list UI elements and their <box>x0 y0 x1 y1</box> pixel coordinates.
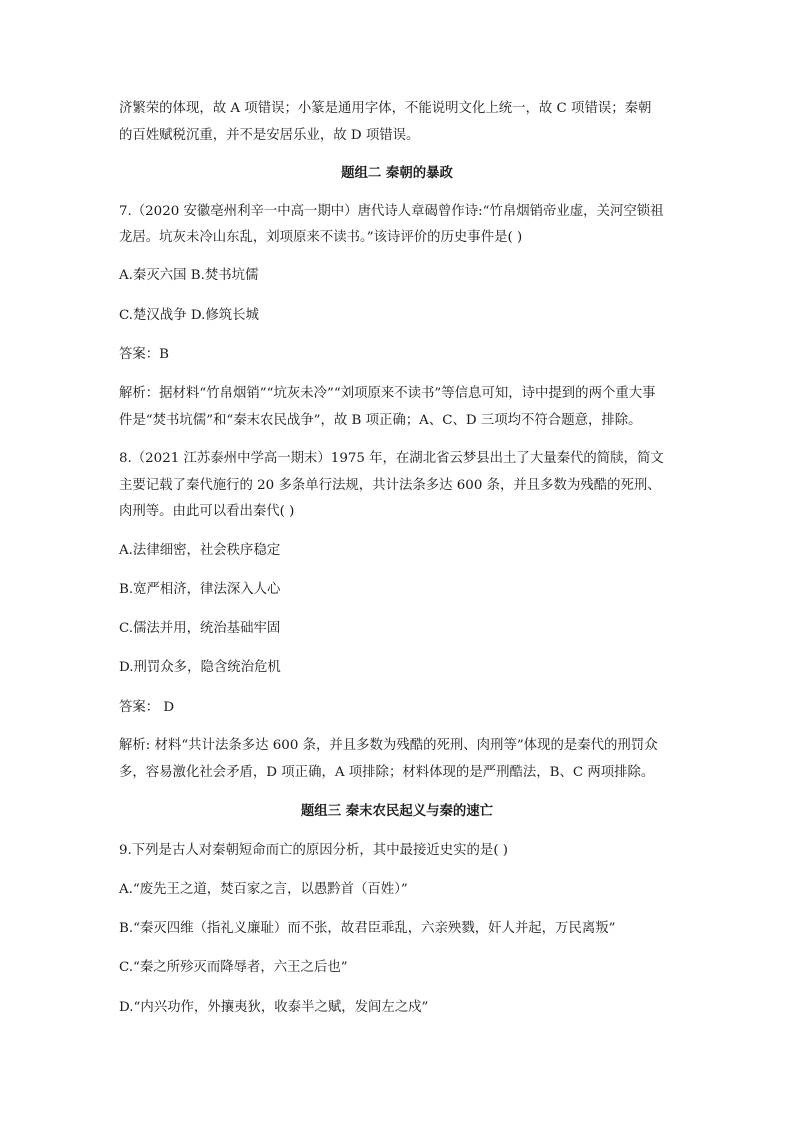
question-7-stem: 龙居。坑灰未冷山东乱，刘项原来不读书。”该诗评价的历史事件是( ) <box>119 230 523 245</box>
question-8-stem: 肉刑等。由此可以看出秦代( ) <box>119 504 295 519</box>
question-7-options-cd: C.楚汉战争 D.修筑长城 <box>119 308 259 323</box>
question-7-analysis: 解析：据材料“竹帛烟销”“坑灰未冷”“刘项原来不读书”等信息可知，诗中提到的两个重大事 <box>119 386 656 401</box>
question-8-stem: 主要记载了秦代施行的 20 多条单行法规，共计法条多达 600 条，并且多数为残酷的死刑、 <box>119 478 661 493</box>
question-8-answer: 答案： D <box>119 700 175 715</box>
question-8-option-d: D.刑罚众多，隐含统治危机 <box>119 660 281 675</box>
question-8-option-c: C.儒法并用，统治基础牢固 <box>119 621 281 636</box>
question-7-analysis: 件是“焚书坑儒”和“秦末农民战争”，故 B 项正确；A、C、D 三项均不符合题意，排除。 <box>119 413 642 428</box>
intro-text-line: 济繁荣的体现，故 A 项错误；小篆是通用字体，不能说明文化上统一，故 C 项错误；秦朝 <box>119 101 652 116</box>
question-7-answer: 答案：B <box>119 347 170 362</box>
question-9-option-c: C.“秦之所殄灭而降辱者，六王之后也” <box>119 960 348 975</box>
question-9-option-d: D.“内兴功作，外攘夷狄，收泰半之赋，发闾左之戍” <box>119 1000 429 1015</box>
question-8-stem: 8.（2021 江苏泰州中学高一期末）1975 年，在湖北省云梦县出土了大量秦代的简牍，简文 <box>119 451 664 466</box>
intro-text-line: 的百姓赋税沉重，并不是安居乐业，故 D 项错误。 <box>119 128 420 143</box>
section-heading-group2: 题组二 秦朝的暴政 <box>341 165 453 181</box>
question-9-option-a: A.“废先王之道，焚百家之言，以愚黔首（百姓）” <box>119 882 408 897</box>
question-7-stem: 7.（2020 安徽亳州利辛一中高一期中）唐代诗人章碣曾作诗:“竹帛烟销帝业虚，关河空锁祖 <box>119 204 664 219</box>
question-9-option-b: B.“秦灭四维（指礼义廉耻）而不张，故君臣乖乱，六亲殃戮，奸人并起，万民离叛” <box>119 921 616 936</box>
section-heading-group3: 题组三 秦末农民起义与秦的速亡 <box>300 803 494 819</box>
question-8-option-a: A.法律细密，社会秩序稳定 <box>119 543 281 558</box>
question-8-analysis: 多，容易激化社会矛盾，D 项正确，A 项排除；材料体现的是严刑酷法，B、C 两项排除。 <box>119 765 655 780</box>
question-8-option-b: B.宽严相济，律法深入人心 <box>119 582 281 597</box>
question-9-stem: 9.下列是古人对秦朝短命而亡的原因分析，其中最接近史实的是( ) <box>119 843 509 858</box>
question-7-options-ab: A.秦灭六国 B.焚书坑儒 <box>119 268 259 283</box>
question-8-analysis: 解析: 材料“共计法条多达 600 条，并且多数为残酷的死刑、肉刑等”体现的是秦代的刑罚众 <box>119 738 658 753</box>
